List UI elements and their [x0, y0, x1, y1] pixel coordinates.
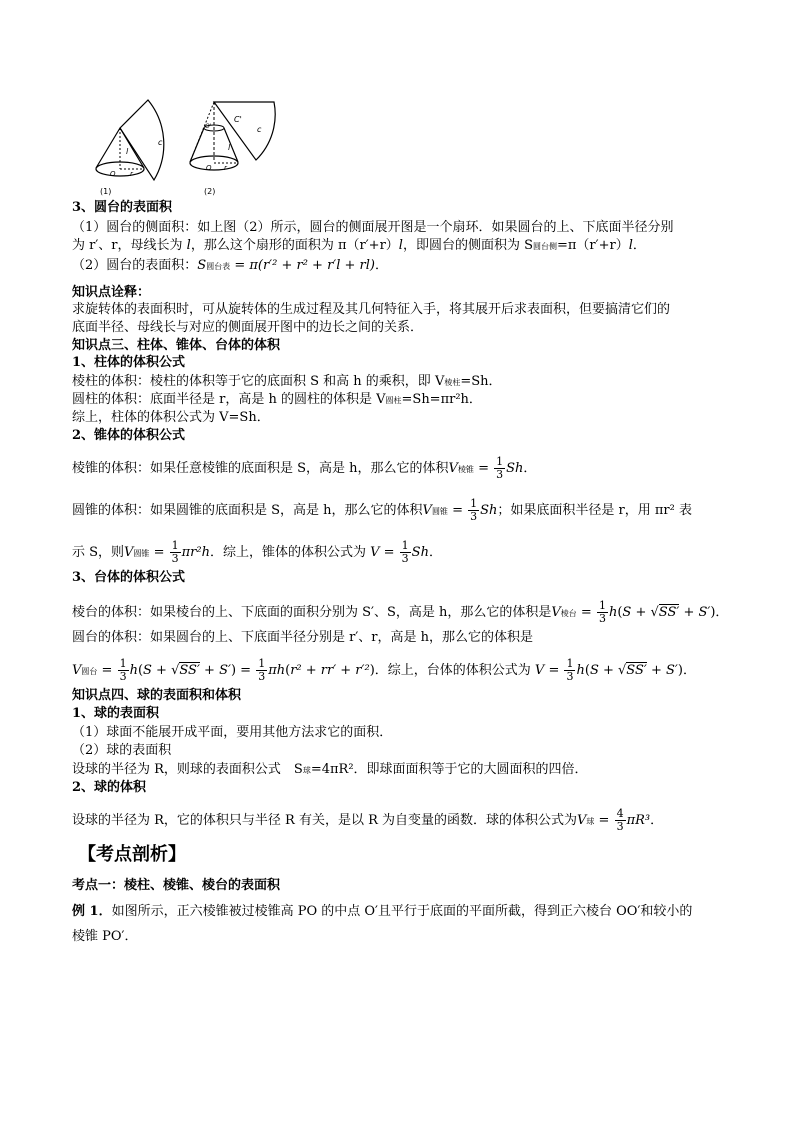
svg-text:r: r	[224, 164, 227, 172]
svg-text:r: r	[130, 170, 133, 178]
s3-p2: （2）圆台的表面积：S圆台表 = π(r′² + r² + r′l + rl)．	[72, 258, 389, 273]
svg-text:c: c	[158, 138, 163, 147]
b2-title: 2、球的体积	[72, 780, 147, 795]
cone-unfolding-figures	[82, 98, 302, 198]
kd1-title: 考点一：棱柱、棱锥、棱台的表面积	[72, 878, 281, 893]
b2-line-1: 设球的半径为 R，它的体积只与半径 R 有关，是以 R 为自变量的函数．球的体积公式为V球 = $\frac{4}{3}$ πR³．	[72, 807, 664, 833]
svg-text:O: O	[206, 164, 212, 172]
frustum-sector	[214, 102, 275, 160]
v2-title: 2、锥体的体积公式	[72, 428, 186, 443]
v3-line-3: V圆台 = $\frac{1}{3}$ h(S + √SS′ + S′) = $\frac{1}{3}$ πh(r² + rr′ + r′²)．综上，台体的体积公式为 V = $\frac{1}{3}$ h(S + √SS′ + S′)．	[72, 657, 696, 683]
v3-title: 3、台体的体积公式	[72, 570, 186, 585]
v2-line-1: 棱锥的体积：如果任意棱锥的底面积是 S，高是 h，那么它的体积V棱锥 = $\frac{1}{3}$ Sh．	[72, 455, 537, 481]
v3-line-1: 棱台的体积：如果棱台的上、下底面的面积分别为 S′、S，高是 h，那么它的体积是V棱台 = $\frac{1}{3}$ h(S + √SS′ + S′)．	[72, 599, 729, 625]
v1-line-3: 综上，柱体的体积公式为 V=Sh．	[72, 410, 270, 425]
note-title: 知识点诠释：	[72, 285, 151, 300]
kp3-title: 知识点三、柱体、锥体、台体的体积	[72, 338, 281, 353]
svg-text:l: l	[126, 147, 129, 156]
example-1-line-1: 例 1．如图所示，正六棱锥被过棱锥高 PO 的中点 O′且平行于底面的平面所截，得到正六棱台 OO′和较小的	[72, 904, 693, 919]
v1-line-1: 棱柱的体积：棱柱的体积等于它的底面积 S 和高 h 的乘积，即 V棱柱=Sh．	[72, 374, 502, 389]
s3-p1b: 为 r′、r，母线长为 l，那么这个扇形的面积为 π（r′+r）l，即圆台的侧面积为 S圆台侧=π（r′+r）l．	[72, 238, 646, 253]
section-heading: 【考点剖析】	[78, 844, 186, 865]
svg-text:c: c	[257, 125, 262, 134]
b1-line-3: 设球的半径为 R，则球的表面积公式 S球=4πR²．即球面面积等于它的大圆面积的四倍．	[72, 762, 588, 777]
svg-text:l: l	[228, 143, 231, 152]
b1-line-1: （1）球面不能展开成平面，要用其他方法求它的面积．	[72, 725, 393, 740]
b1-line-2: （2）球的表面积	[72, 743, 172, 758]
v1-title: 1、柱体的体积公式	[72, 355, 186, 370]
svg-text:O': O'	[205, 123, 212, 130]
svg-text:(1): (1)	[100, 187, 112, 196]
v2-line-3: 示 S，则V圆锥 = $\frac{1}{3}$ πr²h．综上，锥体的体积公式为 V = $\frac{1}{3}$ Sh．	[72, 539, 442, 565]
note-line-1: 求旋转体的表面积时，可从旋转体的生成过程及其几何特征入手，将其展开后求表面积，但要搞清它们的	[72, 302, 671, 317]
svg-text:C': C'	[234, 115, 242, 124]
b1-title: 1、球的表面积	[72, 706, 160, 721]
kp4-title: 知识点四、球的表面积和体积	[72, 688, 242, 703]
v3-line-2: 圆台的体积：如果圆台的上、下底面半径分别是 r′、r，高是 h，那么它的体积是	[72, 630, 534, 645]
svg-text:(2): (2)	[204, 187, 216, 196]
v2-line-2: 圆锥的体积：如果圆锥的底面积是 S，高是 h，那么它的体积V圆锥 = $\frac{1}{3}$ Sh；如果底面积半径是 r，用 πr² 表	[72, 497, 692, 523]
s3-p1a: （1）圆台的侧面积：如上图（2）所示，圆台的侧面展开图是一个扇环．如果圆台的上、下底面半径分别	[72, 220, 674, 235]
example-1-line-2: 棱锥 PO′．	[72, 929, 138, 944]
v1-line-2: 圆柱的体积：底面半径是 r，高是 h 的圆柱的体积是 V圆柱=Sh=πr²h．	[72, 392, 482, 407]
svg-text:O: O	[110, 170, 116, 178]
note-line-2: 底面半径、母线长与对应的侧面展开图中的边长之间的关系．	[72, 320, 424, 335]
s3-title: 3、圆台的表面积	[72, 200, 173, 215]
